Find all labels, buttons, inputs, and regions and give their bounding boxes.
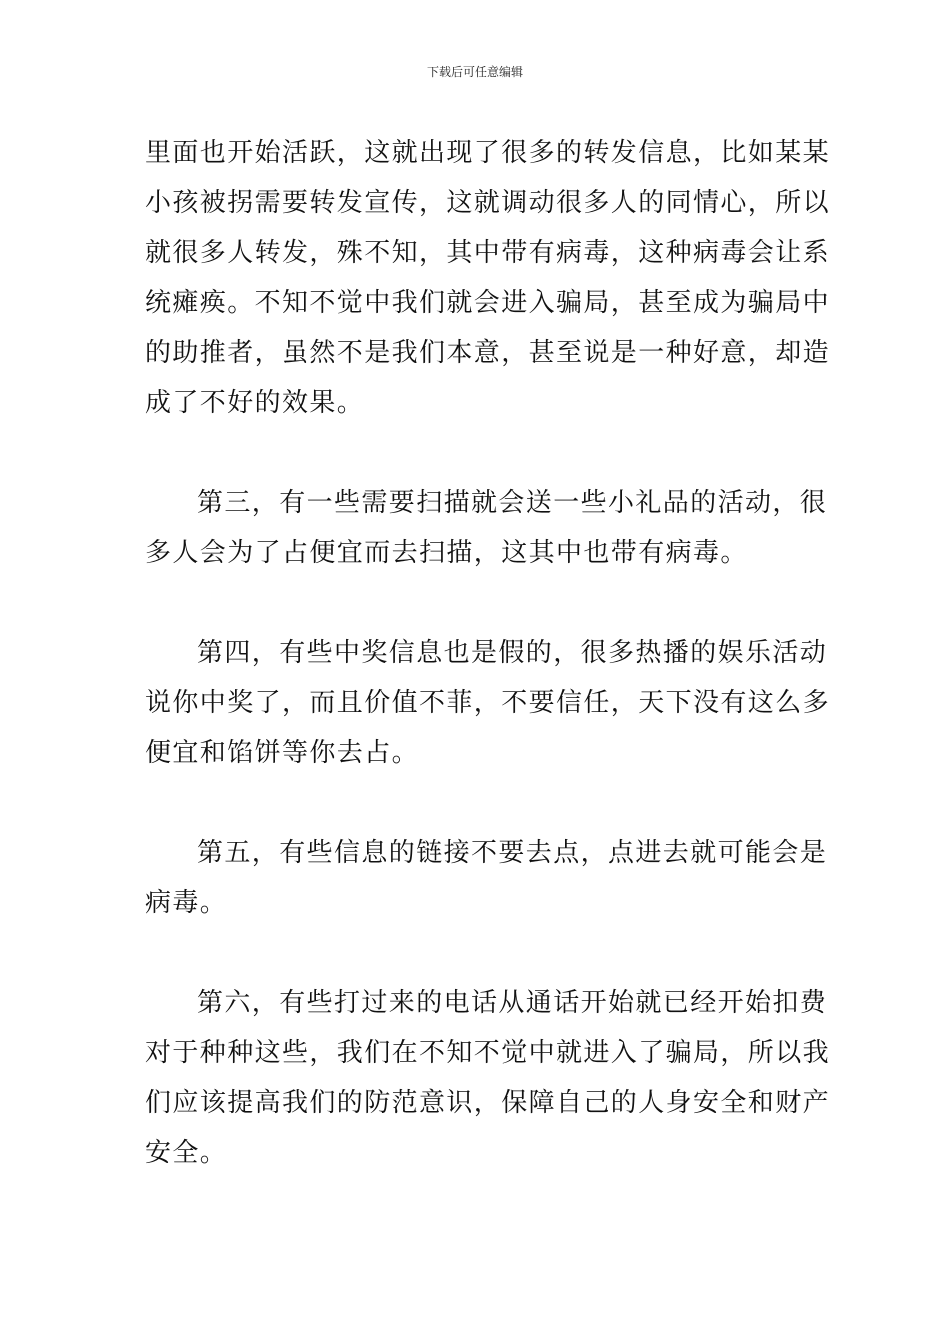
text-line: 的助推者，虽然不是我们本意，甚至说是一种好意，却造 <box>145 338 831 368</box>
text-line: 第五，有些信息的链接不要去点，点进去就可能会是 <box>197 838 828 868</box>
text-line: 安全。 <box>145 1138 228 1168</box>
text-line: 病毒。 <box>145 888 228 918</box>
text-line: 对于种种这些，我们在不知不觉中就进入了骗局，所以我 <box>145 1038 831 1068</box>
page-header: 下载后可任意编辑 <box>426 65 523 79</box>
text-line: 小孩被拐需要转发宣传，这就调动很多人的同情心，所以 <box>145 188 831 218</box>
paragraph-continuation <box>145 128 831 428</box>
text-line: 们应该提高我们的防范意识，保障自己的人身安全和财产 <box>145 1088 831 1118</box>
text-line: 便宜和馅饼等你去占。 <box>145 738 420 768</box>
paragraph-sixth-point <box>145 978 831 1178</box>
text-line: 第三，有一些需要扫描就会送一些小礼品的活动，很 <box>197 488 828 518</box>
paragraph-fifth-point <box>145 828 828 928</box>
text-line: 说你中奖了，而且价值不菲，不要信任，天下没有这么多 <box>145 688 831 718</box>
text-line: 成了不好的效果。 <box>145 388 365 418</box>
text-line: 统瘫痪。不知不觉中我们就会进入骗局，甚至成为骗局中 <box>145 288 831 318</box>
text-line: 第六，有些打过来的电话从通话开始就已经开始扣费 <box>197 988 828 1018</box>
text-line: 就很多人转发，殊不知，其中带有病毒，这种病毒会让系 <box>145 238 831 268</box>
text-line: 第四，有些中奖信息也是假的，很多热播的娱乐活动 <box>197 638 828 668</box>
paragraph-fourth-point <box>145 628 831 778</box>
document-body <box>145 128 831 1178</box>
paragraph-third-point <box>145 478 828 578</box>
text-line: 里面也开始活跃，这就出现了很多的转发信息，比如某某 <box>145 138 831 168</box>
text-line: 多人会为了占便宜而去扫描，这其中也带有病毒。 <box>145 538 748 568</box>
